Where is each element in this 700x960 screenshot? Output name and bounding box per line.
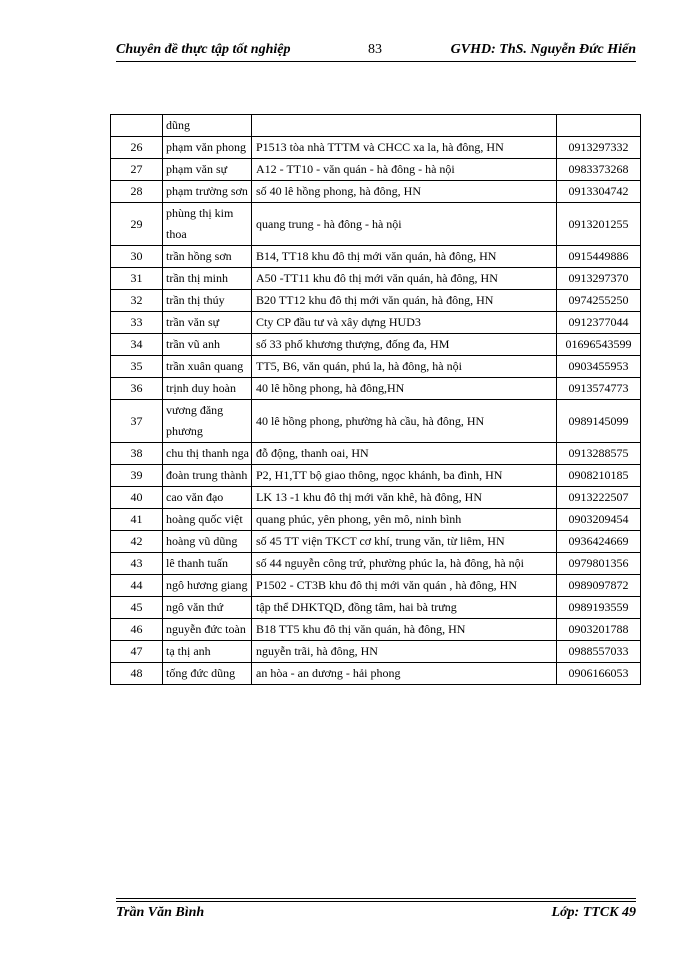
row-number: 28 <box>111 181 163 203</box>
table-row <box>111 356 641 378</box>
contact-name: phạm trường sơn <box>163 181 252 203</box>
table-row <box>111 531 641 553</box>
row-number: 33 <box>111 312 163 334</box>
table-row <box>111 597 641 619</box>
contact-name: trần hồng sơn <box>163 246 252 268</box>
contact-address: 40 lê hồng phong, hà đông,HN <box>252 378 557 400</box>
table-row <box>111 334 641 356</box>
contact-phone: 0974255250 <box>557 290 641 312</box>
table-row <box>111 575 641 597</box>
contact-phone: 0913297370 <box>557 268 641 290</box>
contact-name: phùng thị kim thoa <box>163 203 252 246</box>
contact-name: phạm văn phong <box>163 137 252 159</box>
row-number: 34 <box>111 334 163 356</box>
contact-address: đỗ động, thanh oai, HN <box>252 443 557 465</box>
contact-address: TT5, B6, văn quán, phú la, hà đông, hà nội <box>252 356 557 378</box>
contact-phone: 0913297332 <box>557 137 641 159</box>
contact-address: A50 -TT11 khu đô thị mới văn quán, hà đông, HN <box>252 268 557 290</box>
table-row <box>111 137 641 159</box>
contact-phone: 0913288575 <box>557 443 641 465</box>
contact-address: quang phúc, yên phong, yên mô, ninh bình <box>252 509 557 531</box>
contact-phone: 0908210185 <box>557 465 641 487</box>
row-number: 35 <box>111 356 163 378</box>
contact-name: trần xuân quang <box>163 356 252 378</box>
table-row <box>111 663 641 685</box>
contact-phone: 01696543599 <box>557 334 641 356</box>
contact-address: an hòa - an dương - hải phong <box>252 663 557 685</box>
contact-phone: 0988557033 <box>557 641 641 663</box>
table-row <box>111 553 641 575</box>
table-row <box>111 181 641 203</box>
contact-name: trần văn sự <box>163 312 252 334</box>
contact-phone: 0936424669 <box>557 531 641 553</box>
document-title: Chuyên đề thực tập tốt nghiệp <box>116 42 291 57</box>
contact-name: chu thị thanh nga <box>163 443 252 465</box>
row-number: 31 <box>111 268 163 290</box>
contact-address: số 33 phố khương thượng, đống đa, HM <box>252 334 557 356</box>
contact-phone: 0989097872 <box>557 575 641 597</box>
row-number: 29 <box>111 203 163 246</box>
footer-rule <box>116 898 636 899</box>
contact-name: đoàn trung thành <box>163 465 252 487</box>
row-number: 36 <box>111 378 163 400</box>
contact-name: trần vũ anh <box>163 334 252 356</box>
footer-rule-inner <box>116 901 636 902</box>
contact-address: LK 13 -1 khu đô thị mới văn khê, hà đông, HN <box>252 487 557 509</box>
table-row <box>111 400 641 443</box>
table-row <box>111 312 641 334</box>
contact-address: 40 lê hồng phong, phường hà cầu, hà đông, HN <box>252 400 557 443</box>
author-name: Trần Văn Bình <box>116 905 205 920</box>
row-number: 27 <box>111 159 163 181</box>
contact-phone: 0989193559 <box>557 597 641 619</box>
contact-phone: 0913201255 <box>557 203 641 246</box>
contact-address: tập thể DHKTQD, đồng tâm, hai bà trưng <box>252 597 557 619</box>
row-number: 30 <box>111 246 163 268</box>
contact-phone: 0913574773 <box>557 378 641 400</box>
contact-phone: 0913222507 <box>557 487 641 509</box>
row-number: 38 <box>111 443 163 465</box>
class-label: Lớp: TTCK 49 <box>551 905 636 920</box>
contact-phone: 0903209454 <box>557 509 641 531</box>
row-number: 44 <box>111 575 163 597</box>
contact-address: số 44 nguyễn công trứ, phường phúc la, hà đông, hà nội <box>252 553 557 575</box>
contact-name: vương đăng phương <box>163 400 252 443</box>
table-row <box>111 115 641 137</box>
row-number <box>111 115 163 137</box>
contact-name: phạm văn sự <box>163 159 252 181</box>
table-row <box>111 619 641 641</box>
row-number: 48 <box>111 663 163 685</box>
contact-name: cao văn đạo <box>163 487 252 509</box>
contact-address: số 45 TT viện TKCT cơ khí, trung văn, từ liêm, HN <box>252 531 557 553</box>
contact-name: tống đức dũng <box>163 663 252 685</box>
contact-phone: 0989145099 <box>557 400 641 443</box>
contact-phone: 0903455953 <box>557 356 641 378</box>
contact-phone: 0903201788 <box>557 619 641 641</box>
contact-name: lê thanh tuấn <box>163 553 252 575</box>
table-row <box>111 465 641 487</box>
row-number: 32 <box>111 290 163 312</box>
contact-name: hoàng vũ dũng <box>163 531 252 553</box>
table-row <box>111 203 641 246</box>
table-row <box>111 268 641 290</box>
page-number: 83 <box>368 42 382 57</box>
contact-address: P2, H1,TT bộ giao thông, ngọc khánh, ba đình, HN <box>252 465 557 487</box>
page-header <box>116 40 636 62</box>
contact-address: nguyễn trãi, hà đông, HN <box>252 641 557 663</box>
table-row <box>111 443 641 465</box>
row-number: 43 <box>111 553 163 575</box>
contact-phone: 0912377044 <box>557 312 641 334</box>
contact-name: hoàng quốc việt <box>163 509 252 531</box>
contact-phone: 0983373268 <box>557 159 641 181</box>
page-footer <box>116 898 636 922</box>
contact-phone <box>557 115 641 137</box>
contact-name: nguyễn đức toàn <box>163 619 252 641</box>
contact-name: dũng <box>163 115 252 137</box>
contact-address: quang trung - hà đông - hà nội <box>252 203 557 246</box>
contact-phone: 0915449886 <box>557 246 641 268</box>
row-number: 46 <box>111 619 163 641</box>
table-row <box>111 246 641 268</box>
contact-address: A12 - TT10 - văn quán - hà đông - hà nội <box>252 159 557 181</box>
contact-address <box>252 115 557 137</box>
contact-address: B14, TT18 khu đô thị mới văn quán, hà đông, HN <box>252 246 557 268</box>
contact-name: ngô hương giang <box>163 575 252 597</box>
table-row <box>111 159 641 181</box>
table-row <box>111 378 641 400</box>
contact-address: B18 TT5 khu đô thị văn quán, hà đông, HN <box>252 619 557 641</box>
row-number: 40 <box>111 487 163 509</box>
supervisor-label: GVHD: ThS. Nguyễn Đức Hiển <box>450 42 636 57</box>
contact-address: Cty CP đầu tư và xây dựng HUD3 <box>252 312 557 334</box>
contact-phone: 0913304742 <box>557 181 641 203</box>
row-number: 45 <box>111 597 163 619</box>
contact-address: số 40 lê hồng phong, hà đông, HN <box>252 181 557 203</box>
row-number: 47 <box>111 641 163 663</box>
table-row <box>111 290 641 312</box>
contact-name: ngô văn thứ <box>163 597 252 619</box>
contacts-table <box>110 114 641 685</box>
contact-name: tạ thị anh <box>163 641 252 663</box>
row-number: 26 <box>111 137 163 159</box>
contact-name: trần thị thúy <box>163 290 252 312</box>
header-rule <box>116 61 636 62</box>
table-row <box>111 509 641 531</box>
contact-phone: 0906166053 <box>557 663 641 685</box>
contact-phone: 0979801356 <box>557 553 641 575</box>
table-row <box>111 487 641 509</box>
row-number: 41 <box>111 509 163 531</box>
table-row <box>111 641 641 663</box>
contact-address: B20 TT12 khu đô thị mới văn quán, hà đông, HN <box>252 290 557 312</box>
contact-name: trần thị minh <box>163 268 252 290</box>
contacts-table-body <box>111 115 641 685</box>
row-number: 42 <box>111 531 163 553</box>
row-number: 37 <box>111 400 163 443</box>
contact-address: P1513 tòa nhà TTTM và CHCC xa la, hà đông, HN <box>252 137 557 159</box>
row-number: 39 <box>111 465 163 487</box>
contact-name: trịnh duy hoàn <box>163 378 252 400</box>
contact-address: P1502 - CT3B khu đô thị mới văn quán , hà đông, HN <box>252 575 557 597</box>
